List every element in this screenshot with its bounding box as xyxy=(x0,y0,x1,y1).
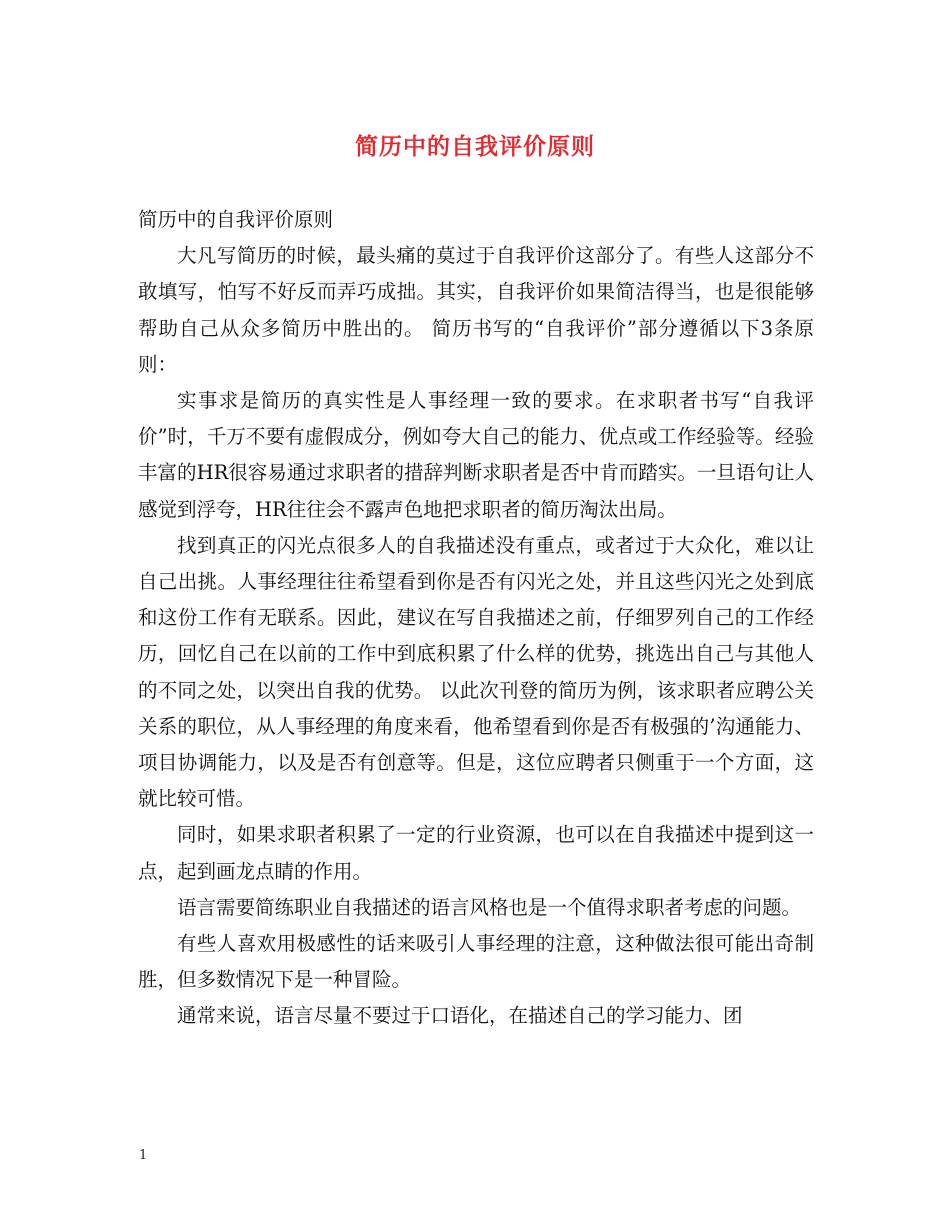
paragraph-colloquial: 通常来说，语言尽量不要过于口语化，在描述自己的学习能力、团 xyxy=(177,1004,743,1028)
page-number: 1 xyxy=(139,1148,148,1163)
document-title: 简历中的自我评价原则 xyxy=(355,133,595,160)
section-heading: 简历中的自我评价原则 xyxy=(138,208,334,231)
paragraph-principle-highlights: 找到真正的闪光点很多人的自我描述没有重点，或者过于大众化，难以让自己出挑。人事经理往往希望看到你是否有闪光之处，并且这些闪光之处到底和这份工作有无联系。因此，建议在写自我描述之前，仔细罗列自己的工作经历，回忆自己在以前的工作中到底积累了什么样的优势，挑选出自己与其他人的不同之处，以突出自我的优势。 以此次刊登的简历为例，该求职者应聘公关关系的职位，从人事经理的角度来看，他希望看到你是否有极强的’沟通能力、项目协调能力，以及是否有创意等。但是，这位应聘者只侧重于一个方面，这就比较可惜。 xyxy=(138,533,814,811)
paragraph-intro: 大凡写简历的时候，最头痛的莫过于自我评价这部分了。有些人这部分不敢填写，怕写不好反而弄巧成拙。其实，自我评价如果简洁得当，也是很能够帮助自己从众多简历中胜出的。 简历书写的“自我评价”部分遵循以下3条原则： xyxy=(138,244,814,376)
paragraph-emotional-language: 有些人喜欢用极感性的话来吸引人事经理的注意，这种做法很可能出奇制胜，但多数情况下是一种冒险。 xyxy=(138,932,814,992)
document-body xyxy=(138,202,814,1035)
paragraph-industry-resources: 同时，如果求职者积累了一定的行业资源，也可以在自我描述中提到这一点，起到画龙点睛的作用。 xyxy=(138,823,814,883)
paragraph-principle-concise: 语言需要简练职业自我描述的语言风格也是一个值得求职者考虑的问题。 xyxy=(177,895,802,919)
paragraph-principle-truthful: 实事求是简历的真实性是人事经理一致的要求。在求职者书写“自我评价”时，千万不要有虚假成分，例如夸大自己的能力、优点或工作经验等。经验丰富的HR很容易通过求职者的措辞判断求职者是否中肯而踏实。一旦语句让人感觉到浮夸，HR往往会不露声色地把求职者的简历淘汰出局。 xyxy=(138,389,814,521)
